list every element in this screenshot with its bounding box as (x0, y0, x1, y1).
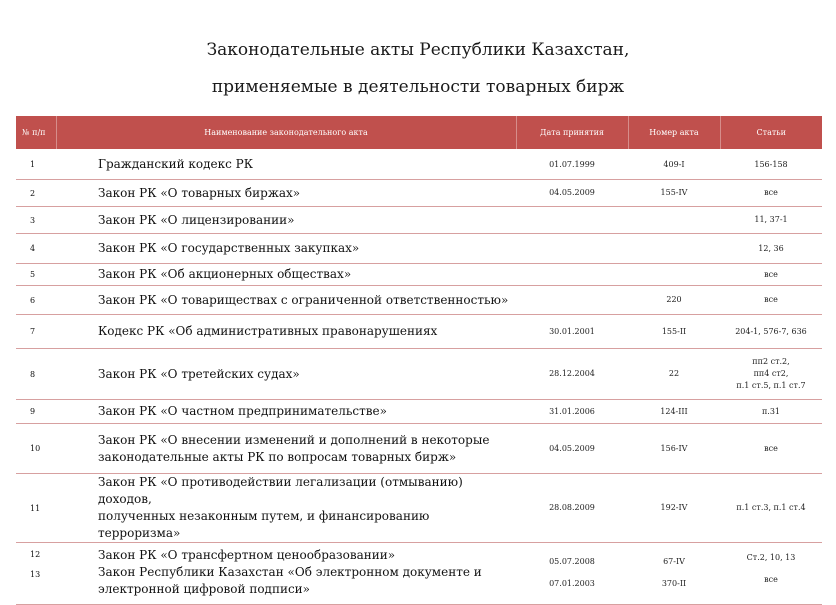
table-row (16, 286, 822, 315)
row-name: Закон РК «О государственных закупках» (56, 234, 516, 264)
row-articles: п.1 ст.3, п.1 ст.4 (720, 474, 822, 543)
row-date (516, 286, 628, 315)
articles-line: пп2 ст.2, (752, 357, 790, 366)
row-no: 1 (16, 150, 56, 180)
row-articles: все (720, 286, 822, 315)
laws-table (16, 116, 822, 605)
row-articles: п.31 (720, 400, 822, 424)
table-row (16, 234, 822, 264)
row-no: 5 (16, 264, 56, 286)
row-name: Закон РК «О товариществах с ограниченной ответственностью» (56, 286, 516, 315)
table-row (16, 349, 822, 400)
row-no: 6 (16, 286, 56, 315)
header-number: Номер акта (628, 116, 720, 150)
table-row (16, 150, 822, 180)
row-name (56, 474, 516, 543)
header-articles: Статьи (720, 116, 822, 150)
row-date: 28.12.2004 (516, 349, 628, 400)
articles-line: Ст.2, 10, 13 (746, 553, 796, 562)
row-name: Кодекс РК «Об административных правонарушениях (56, 315, 516, 349)
row-no: 3 (16, 207, 56, 234)
date-line: 07.01.2003 (549, 579, 595, 588)
row-name: Закон РК «Об акционерных обществах» (56, 264, 516, 286)
row-articles: все (720, 264, 822, 286)
name-line: Закон РК «О внесении изменений и дополнений в некоторые (98, 432, 490, 447)
name-line: Закон Республики Казахстан «Об электронном документе и (98, 565, 482, 579)
number-line: 370-II (661, 579, 687, 588)
table-row (16, 264, 822, 286)
header-date: Дата принятия (516, 116, 628, 150)
row-articles (720, 349, 822, 400)
row-number (628, 207, 720, 234)
name-line: Закон РК «О трансфертном ценообразовании» (98, 548, 396, 562)
row-number (628, 264, 720, 286)
row-no: 9 (16, 400, 56, 424)
row-no: 11 (16, 474, 56, 543)
row-name: Гражданский кодекс РК (56, 150, 516, 180)
header-no: № п/п (16, 116, 56, 150)
row-name: Закон РК «О частном предпринимательстве» (56, 400, 516, 424)
row-date (516, 264, 628, 286)
row-articles: все (720, 180, 822, 207)
row-date: 04.05.2009 (516, 180, 628, 207)
row-no-12: 12 (30, 550, 41, 559)
row-articles (720, 543, 822, 605)
table-header-row (16, 116, 822, 150)
articles-line: все (764, 575, 778, 584)
row-name: Закон РК «О лицензировании» (56, 207, 516, 234)
table-row (16, 207, 822, 234)
row-date: 04.05.2009 (516, 424, 628, 474)
row-number: 156-IV (628, 424, 720, 474)
articles-line: п.1 ст.5, п.1 ст.7 (736, 381, 806, 390)
row-name: Закон РК «О третейских судах» (56, 349, 516, 400)
page-title-line-2: применяемые в деятельности товарных бирж (211, 77, 625, 97)
table-row (16, 315, 822, 349)
row-articles: 204-1, 576-7, 636 (720, 315, 822, 349)
row-number: 220 (628, 286, 720, 315)
row-no (16, 543, 56, 605)
row-number: 124-III (628, 400, 720, 424)
row-articles: 156-158 (720, 150, 822, 180)
name-line: полученных незаконным путем, и финансированию терроризма» (98, 509, 430, 540)
row-date (516, 234, 628, 264)
row-name: Закон РК «О товарных биржах» (56, 180, 516, 207)
row-articles: 11, 37-1 (720, 207, 822, 234)
row-number: 155-II (628, 315, 720, 349)
row-no-13: 13 (30, 570, 41, 579)
row-date: 31.01.2006 (516, 400, 628, 424)
number-line: 67-IV (663, 557, 685, 566)
row-name (56, 424, 516, 474)
page-title-line-1: Законодательные акты Республики Казахстан, (206, 40, 630, 60)
row-no: 4 (16, 234, 56, 264)
row-no: 7 (16, 315, 56, 349)
row-number: 155-IV (628, 180, 720, 207)
name-line: законодательные акты РК по вопросам товарных бирж» (98, 449, 457, 464)
table-row-combined (16, 543, 822, 605)
row-date: 01.07.1999 (516, 150, 628, 180)
row-name (56, 543, 516, 605)
articles-line: пп4 ст2, (753, 369, 789, 378)
row-number: 22 (628, 349, 720, 400)
row-date: 28.08.2009 (516, 474, 628, 543)
row-articles: все (720, 424, 822, 474)
name-line: электронной цифровой подписи» (98, 582, 310, 596)
row-number: 192-IV (628, 474, 720, 543)
row-no: 2 (16, 180, 56, 207)
row-no: 10 (16, 424, 56, 474)
table-row (16, 180, 822, 207)
table-row (16, 400, 822, 424)
row-number (628, 543, 720, 605)
table-row (16, 424, 822, 474)
date-line: 05.07.2008 (549, 557, 595, 566)
row-date (516, 207, 628, 234)
header-name: Наименование законодательного акта (56, 116, 516, 150)
row-number (628, 234, 720, 264)
table-row (16, 474, 822, 543)
row-date: 30.01.2001 (516, 315, 628, 349)
row-no: 8 (16, 349, 56, 400)
row-number: 409-I (628, 150, 720, 180)
row-articles: 12, 36 (720, 234, 822, 264)
name-line: Закон РК «О противодействии легализации (отмыванию) доходов, (98, 475, 463, 506)
row-date (516, 543, 628, 605)
